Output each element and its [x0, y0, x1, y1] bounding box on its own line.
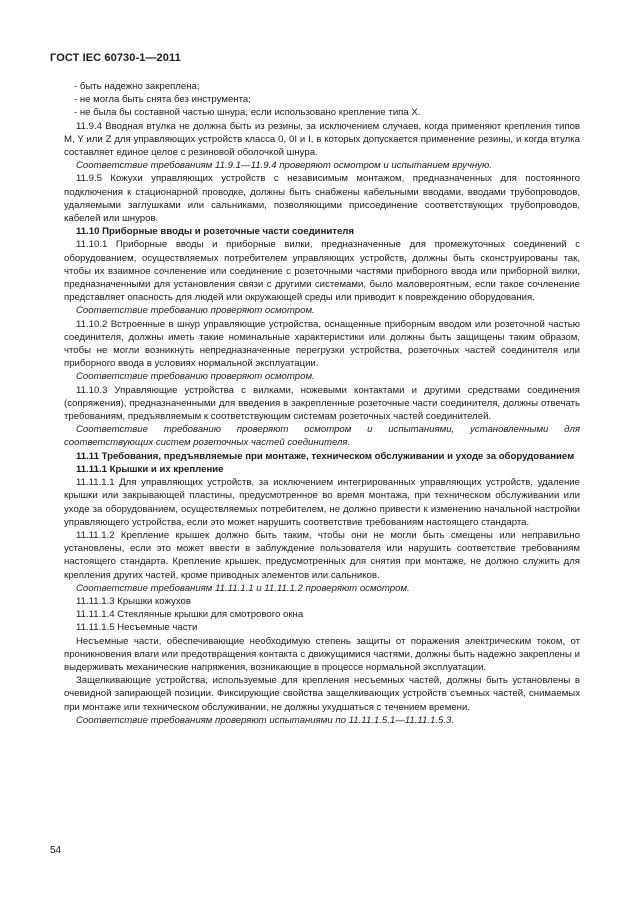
section-heading: 11.11 Требования, предъявляемые при монтаже, техническом обслуживании и уходе за оборудованием: [76, 450, 575, 462]
paragraph: 11.11.1.3 Крышки кожухов: [76, 595, 191, 607]
paragraph: 11.10.2 Встроенные в шнур управляющие устройства, оснащенные приборным вводом или розеточной частью соединителя, должны иметь такие номинальные характеристики или должны быть защищены таким образом, чтобы не могли возникнуть непредназначенные перегрузки устройства, розеточных частей соединителя или приборного ввода в условиях нормальной эксплуатации.: [64, 318, 580, 370]
paragraph: 11.9.5 Кожухи управляющих устройств с независимым монтажом, предназначенных для постоянного подключения к стационарной проводке, должны быть снабжены кабельными вводами, вводами трубопроводов, удаляемыми заглушками или сальниками, позволяющими присоединение соответствующих трубопроводов, кабелей или шнуров.: [64, 173, 580, 225]
list-item: - не была бы составной частью шнура, если использовано крепление типа X.: [74, 107, 421, 119]
document-header: ГОСТ IEC 60730-1—2011: [50, 52, 181, 64]
paragraph: Защелкивающие устройства, используемые для крепления несъемных частей, должны быть установлены в очевидной запирающей позиции. Фиксирующие свойства защелкивающих устройств съемных частей, снимаемых при монтаже или техническом обслуживании, не должны ухудшаться с течением времени.: [64, 675, 580, 713]
compliance-note: Соответствие требованиям 11.9.1—11.9.4 проверяют осмотром и испытанием вручную.: [76, 160, 492, 172]
paragraph: 11.11.1.1 Для управляющих устройств, за исключением интегрированных управляющих устройств, удаление крышки или закрывающей пластины, предусмотренное во время монтажа, при техническом обслуживании или уходе за оборудованием, осуществляемых потребителем, не должно привести к изменению начальной настройки управляющего устройства, если это может нарушить соответствие требованиям настоящего стандарта.: [64, 477, 580, 528]
compliance-note: Соответствие требованиям 11.11.1.1 и 11.11.1.2 проверяют осмотром.: [76, 582, 410, 594]
compliance-note: Соответствие требованию проверяют осмотром.: [76, 305, 315, 317]
paragraph: 11.11.1.2 Крепление крышек должно быть таким, чтобы они не могли быть смещены или неправильно установлены, если это может ввести в заблуждение пользователя или нарушить соответствие требованиям настоящего стандарта. Крепление крышек, предусмотренных для снятия при монтаже, не должно служить для крепления других частей, кроме приводных элементов или сальников.: [64, 529, 580, 581]
paragraph: 11.11.1.4 Стеклянные крышки для смотрового окна: [76, 609, 304, 621]
list-item: - быть надежно закреплена;: [74, 81, 200, 92]
paragraph: 11.9.4 Вводная втулка не должна быть из резины, за исключением случаев, когда применяют крепления типов M, Y или Z для управляющих устройств класса 0, 0I и I, в которых допускается применение резины, и когда втулка составляет единое целое с резиновой оболочкой шнура.: [64, 120, 580, 159]
compliance-note: Соответствие требованиям проверяют испытаниями по 11.11.1.5.1—11.11.1.5.3.: [76, 714, 455, 726]
section-heading: 11.10 Приборные вводы и розеточные части соединителя: [76, 226, 354, 238]
paragraph: 11.11.1.5 Несъемные части: [76, 622, 198, 634]
list-item: - не могла быть снята без инструмента;: [74, 94, 251, 106]
paragraph: 11.10.1 Приборные вводы и приборные вилки, предназначенные для промежуточных соединений с оборудованием, осуществляемых потребителем управляющих устройств, должны быть сконструированы так, чтобы их взаимное сочленение или соединение с розеточными частями приборного ввода или приборной вилки, предназначенными для установления связи с другими системами, было маловероятным, если такое сочленение представляет опасность для людей или окружающей среды или приводит к повреждению оборудования.: [64, 239, 580, 304]
document-body: [64, 80, 580, 727]
compliance-note: Соответствие требованию проверяют осмотром.: [76, 371, 315, 383]
section-heading: 11.11.1 Крышки и их крепление: [76, 463, 224, 475]
paragraph: Несъемные части, обеспечивающие необходимую степень защиты от поражения электрическим током, от проникновения влаги или предотвращения контакта с движущимися частями, должны быть надежно закреплены и выдерживать механические напряжения, возникающие в процессе нормальной эксплуатации.: [64, 635, 580, 673]
compliance-note: Соответствие требованию проверяют осмотром и испытаниями, установленными для соответствующих систем розеточных частей соединителя.: [64, 424, 580, 449]
page-number: 54: [50, 845, 62, 856]
paragraph: 11.10.3 Управляющие устройства с вилками, ножевыми контактами и другими средствами соединения (сопряжения), предназначенными для введения в закрепленные розеточные части соединителя, должны отвечать требованиям, предъявляемым к соответствующим системам розеточных частей соединителей.: [64, 384, 580, 423]
